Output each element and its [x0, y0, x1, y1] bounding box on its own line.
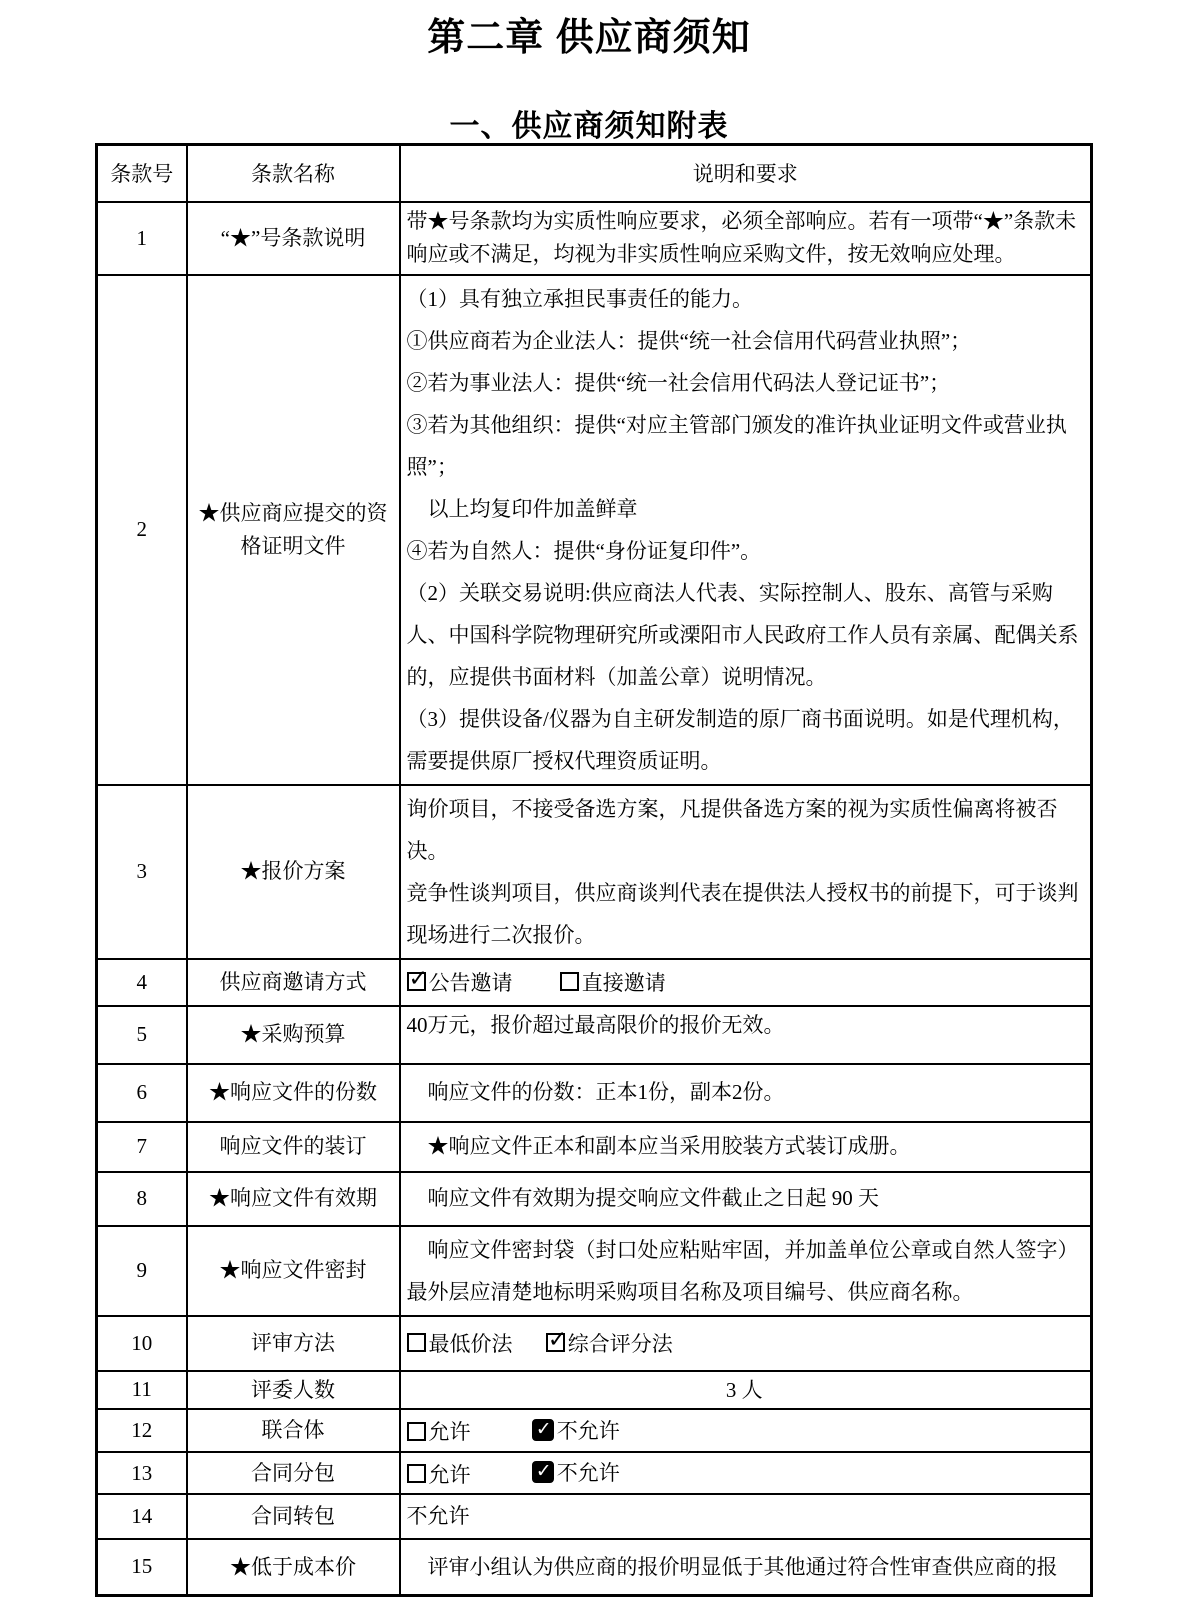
table-row [97, 1172, 1092, 1226]
table-row [97, 1122, 1092, 1172]
desc-line: ④若为自然人：提供“身份证复印件”。 [406, 538, 762, 563]
clause-name: ★响应文件密封 [187, 1226, 400, 1316]
checkbox-empty-icon[interactable] [407, 1422, 426, 1441]
table-header-row [97, 145, 1092, 202]
header-clause-no: 条款号 [97, 145, 187, 202]
table-row [97, 959, 1092, 1006]
desc-line: 40万元，报价超过最高限价的报价无效。 [406, 1012, 785, 1037]
desc-line: （3）提供设备/仪器为自主研发制造的原厂商书面说明。如是代理机构，需要提供原厂授权代理资质证明。 [406, 706, 1074, 773]
clause-name: ★响应文件有效期 [187, 1172, 400, 1226]
desc-line: 询价项目，不接受备选方案，凡提供备选方案的视为实质性偏离将被否决。 [406, 796, 1058, 863]
clause-name: 评审方法 [187, 1316, 400, 1371]
option-allow [407, 1459, 471, 1489]
clause-name: ★响应文件的份数 [187, 1064, 400, 1122]
clause-name: ★低于成本价 [187, 1539, 400, 1595]
option-public-invite [407, 967, 513, 997]
desc-line: ②若为事业法人：提供“统一社会信用代码法人登记证书”； [406, 370, 951, 395]
clause-desc [400, 1172, 1092, 1226]
option-label: 不允许 [556, 1418, 620, 1443]
desc-line: 以上均复印件加盖鲜章 [406, 496, 638, 521]
desc-line: 响应文件密封袋（封口处应粘贴牢固，并加盖单位公章或自然人签字） [406, 1237, 1079, 1262]
section-subtitle: 一、供应商须知附表 [449, 110, 729, 143]
clause-name: 响应文件的装订 [187, 1122, 400, 1172]
header-description: 说明和要求 [400, 145, 1092, 202]
table-row [97, 785, 1092, 959]
desc-line: 最外层应清楚地标明采购项目名称及项目编号、供应商名称。 [406, 1279, 974, 1304]
checkbox-empty-icon[interactable] [407, 1333, 426, 1352]
clause-desc [400, 785, 1092, 959]
desc-line: ①供应商若为企业法人：提供“统一社会信用代码营业执照”； [406, 328, 972, 353]
clause-name: 评委人数 [187, 1371, 400, 1410]
desc-line: 3 人 [725, 1377, 763, 1402]
checkbox-checked-icon[interactable] [407, 972, 426, 991]
supplier-notice-table [95, 143, 1093, 1597]
table-row [97, 1226, 1092, 1316]
clause-desc [400, 1064, 1092, 1122]
desc-line: 不允许 [406, 1504, 470, 1529]
table-row [97, 1494, 1092, 1539]
table-row [97, 1539, 1092, 1595]
clause-no: 14 [97, 1494, 187, 1539]
clause-desc [400, 1122, 1092, 1172]
clause-name: 供应商邀请方式 [187, 959, 400, 1006]
table-row [97, 202, 1092, 275]
checkbox-empty-icon[interactable] [560, 972, 579, 991]
document-page [0, 6, 1178, 1579]
table-row [97, 275, 1092, 785]
clause-name: ★采购预算 [187, 1006, 400, 1064]
clause-no: 4 [97, 959, 187, 1006]
clause-no: 13 [97, 1452, 187, 1494]
desc-line: 响应文件的份数：正本1份，副本2份。 [406, 1080, 785, 1105]
clause-no: 3 [97, 785, 187, 959]
option-disallow [532, 1415, 620, 1445]
option-disallow [532, 1457, 620, 1487]
clause-desc [400, 202, 1092, 275]
clause-no: 1 [97, 202, 187, 275]
clause-desc [400, 959, 1092, 1006]
option-label: 允许 [428, 1462, 471, 1487]
table-row [97, 1409, 1092, 1452]
clause-desc [400, 1539, 1092, 1595]
clause-no: 6 [97, 1064, 187, 1122]
checkbox-checked-filled-icon[interactable] [532, 1419, 554, 1441]
desc-line: 带★号条款均为实质性响应要求，必须全部响应。若有一项带“★”条款未响应或不满足，均视为非实质性响应采购文件，按无效响应处理。 [406, 209, 1077, 266]
desc-line: ★响应文件正本和副本应当采用胶装方式装订成册。 [406, 1134, 911, 1159]
header-clause-name: 条款名称 [187, 145, 400, 202]
clause-desc [400, 1226, 1092, 1316]
clause-no: 15 [97, 1539, 187, 1595]
clause-name: 合同分包 [187, 1452, 400, 1494]
option-label: 最低价法 [428, 1331, 513, 1356]
option-label: 直接邀请 [581, 970, 666, 995]
clause-no: 7 [97, 1122, 187, 1172]
desc-line: （2）关联交易说明:供应商法人代表、实际控制人、股东、高管与采购人、中国科学院物理研究所或溧阳市人民政府工作人员有亲属、配偶关系的，应提供书面材料（加盖公章）说明情况。 [406, 580, 1079, 689]
clause-no: 12 [97, 1409, 187, 1452]
clause-no: 8 [97, 1172, 187, 1226]
clause-no: 9 [97, 1226, 187, 1316]
chapter-title: 第二章 供应商须知 [427, 17, 751, 59]
option-label: 允许 [428, 1420, 471, 1445]
clause-desc [400, 1452, 1092, 1494]
table-row [97, 1371, 1092, 1410]
checkbox-checked-filled-icon[interactable] [532, 1461, 554, 1483]
clause-name: ★报价方案 [187, 785, 400, 959]
option-direct-invite [560, 967, 666, 997]
clause-desc [400, 1316, 1092, 1371]
clause-name: 合同转包 [187, 1494, 400, 1539]
clause-no: 10 [97, 1316, 187, 1371]
checkbox-empty-icon[interactable] [407, 1464, 426, 1483]
clause-desc [400, 1371, 1092, 1410]
clause-desc [400, 1006, 1092, 1064]
clause-no: 5 [97, 1006, 187, 1064]
clause-desc [400, 1494, 1092, 1539]
option-label: 综合评分法 [567, 1331, 673, 1356]
option-label: 不允许 [556, 1461, 620, 1486]
checkbox-checked-icon[interactable] [546, 1333, 565, 1352]
option-label: 公告邀请 [428, 970, 513, 995]
option-lowest-price [407, 1328, 513, 1358]
desc-line: （1）具有独立承担民事责任的能力。 [406, 286, 753, 311]
desc-line: 响应文件有效期为提交响应文件截止之日起 90 天 [406, 1186, 879, 1211]
option-allow [407, 1416, 471, 1446]
table-row [97, 1064, 1092, 1122]
clause-no: 11 [97, 1371, 187, 1410]
table-row [97, 1452, 1092, 1494]
option-comprehensive-scoring [546, 1328, 673, 1358]
desc-line: ③若为其他组织：提供“对应主管部门颁发的准许执业证明文件或营业执照”； [406, 412, 1067, 479]
desc-line: 竞争性谈判项目，供应商谈判代表在提供法人授权书的前提下，可于谈判现场进行二次报价。 [406, 880, 1079, 947]
clause-no: 2 [97, 275, 187, 785]
desc-line: 评审小组认为供应商的报价明显低于其他通过符合性审查供应商的报 [406, 1554, 1058, 1579]
clause-desc [400, 1409, 1092, 1452]
clause-name: ★供应商应提交的资格证明文件 [187, 275, 400, 785]
clause-desc [400, 275, 1092, 785]
table-row [97, 1316, 1092, 1371]
table-row [97, 1006, 1092, 1064]
clause-name: “★”号条款说明 [187, 202, 400, 275]
clause-name: 联合体 [187, 1409, 400, 1452]
